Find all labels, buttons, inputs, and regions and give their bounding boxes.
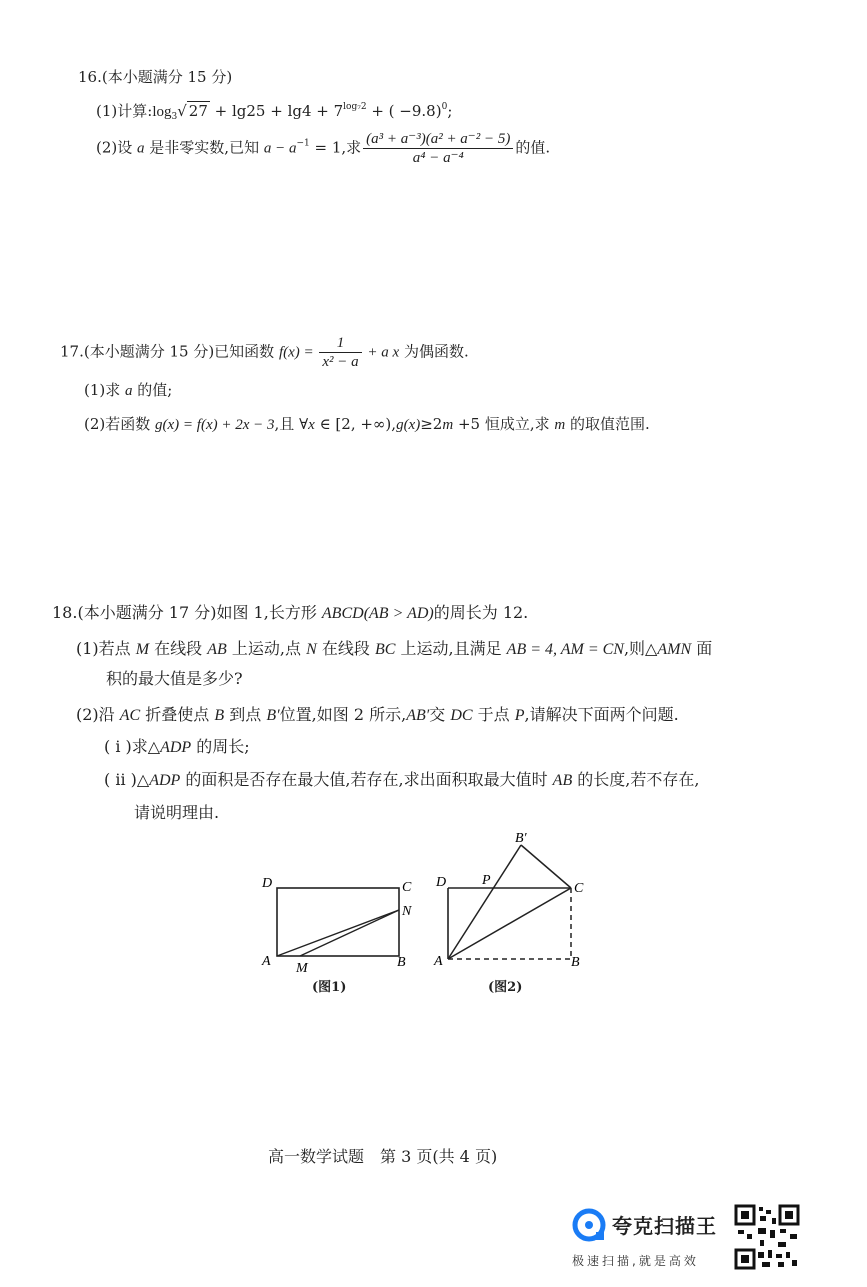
q17-x: x	[308, 417, 315, 433]
figure1-label-M: M	[296, 961, 308, 976]
q18-header-tail: 的周长为 12.	[433, 603, 529, 622]
q16-cond-end: = 1,求	[309, 138, 362, 157]
q18-sub2-text1: 的面积是否存在最大值,若存在,求出面积取最大值时	[180, 770, 553, 789]
q17-part2-text5: 的取值范围.	[565, 415, 650, 433]
q16-frac-num: (a³ + a⁻³)(a² + a⁻² − 5)	[363, 130, 513, 149]
q18-p1-M: M	[135, 641, 150, 658]
q16-fraction	[363, 130, 513, 167]
q18-sub2-line2: 请说明理由.	[134, 803, 220, 822]
q18-part1-line2: 积的最大值是多少?	[106, 669, 243, 688]
figure2-label-P: P	[482, 873, 491, 888]
q18-p1-a: (1)若点	[76, 639, 136, 658]
q18-p2-f: 于点	[472, 705, 515, 724]
q18-rect: ABCD	[321, 605, 364, 622]
q17-m2: m	[554, 417, 566, 433]
q18-p2-P: P	[514, 707, 525, 724]
q18-sub1	[104, 734, 250, 757]
q18-sub1-text: 的周长;	[191, 737, 250, 756]
figure1-caption: (图1)	[312, 980, 347, 995]
q16-part1-tail-sup: 0	[441, 102, 448, 112]
q16-sqrt-value: 27	[188, 102, 208, 120]
q18-p1-c: 上运动,点	[226, 639, 307, 658]
q16-part2-text1: 是非零实数,已知	[144, 138, 264, 157]
q16-part1-rest: + lg25 + lg4 + 7	[209, 102, 344, 120]
q17-part2-text1: ,且 ∀	[274, 415, 309, 433]
figure1-label-B: B	[397, 955, 406, 970]
q18-p1-AB: AB	[207, 641, 227, 658]
page-footer: 高一数学试题 第 3 页(共 4 页)	[268, 1147, 498, 1166]
q16-sqrt-sign: √	[177, 102, 187, 120]
q16-log-base: 3	[171, 112, 178, 122]
q18-sub2-label: ( ⅱ )△	[104, 770, 150, 789]
q17-gx: g(x) = f(x) + 2x − 3	[155, 417, 275, 433]
q18-p1-f: ,则△	[623, 639, 658, 658]
q16-header: 16.(本小题满分 15 分)	[78, 68, 233, 86]
figure1-label-C: C	[402, 880, 412, 895]
q17-m: m	[442, 417, 454, 433]
q17-header	[60, 334, 469, 371]
figure2-label-A: A	[434, 954, 443, 969]
q18-p2-B2: B′	[266, 707, 280, 724]
q18-header	[52, 600, 528, 623]
q16-part2-end: 的值.	[515, 138, 551, 157]
q16-a: a	[137, 140, 145, 157]
figure2-label-B-prime: B′	[515, 831, 527, 846]
q18-p2-e: 交	[429, 705, 451, 724]
q18-part1-line1	[76, 636, 712, 659]
q17-part1-text: 的值;	[132, 381, 173, 399]
figure2-line-B-prime-C	[521, 845, 571, 888]
q18-sub2-text2: 的长度,若不存在,	[572, 770, 700, 789]
q17-part1-label: (1)求	[84, 381, 126, 399]
figure1-label-D: D	[262, 876, 273, 891]
q18-p1-g: 面	[691, 639, 713, 658]
figure1-label-A: A	[262, 954, 271, 969]
figure2-label-B: B	[571, 955, 580, 970]
figure1-rectangle	[277, 888, 399, 956]
q18-p1-e: 上运动,且满足	[395, 639, 507, 658]
q16-part1-end: ;	[447, 102, 453, 120]
q17-fx: f(x) =	[278, 344, 318, 361]
qr-code-icon	[734, 1204, 800, 1270]
q18-p1-tri: AMN	[657, 641, 692, 658]
q18-p1-b: 在线段	[149, 639, 208, 658]
figure2-label-D: D	[436, 875, 447, 890]
q16-part1-sup: log₇2	[343, 102, 367, 112]
q17-part2-text2: ∈ [2, +∞),	[314, 415, 397, 433]
q16-cond: a − a	[263, 140, 297, 157]
q17-part2	[84, 413, 650, 434]
q18-sub2-line1	[104, 767, 699, 790]
q18-p2-b: 折叠使点	[140, 705, 215, 724]
q16-part1-label: (1)计算:	[96, 102, 153, 120]
q16-cond-sup: −1	[296, 138, 310, 149]
brand-subtitle: 极速扫描,就是高效	[572, 1254, 699, 1268]
q17-part1	[84, 379, 172, 400]
q18-p2-g: ,请解决下面两个问题.	[524, 705, 679, 724]
q17-part2-text3: ≥2	[420, 415, 443, 433]
q16-log: log	[152, 104, 172, 120]
q18-p1-BC: BC	[374, 641, 396, 658]
figure1-line-MN	[300, 910, 399, 956]
q18-sub1-tri: ADP	[160, 739, 192, 756]
q16-part1	[96, 100, 452, 121]
q18-p1-N: N	[306, 641, 317, 658]
figure2-line-AC	[448, 888, 571, 959]
q18-p1-d: 在线段	[316, 639, 375, 658]
figure2-caption: (图2)	[488, 980, 523, 995]
q18-p2-c: 到点	[224, 705, 267, 724]
q18-part2-line1	[76, 702, 679, 725]
brand-title: 夸克扫描王	[612, 1214, 717, 1238]
q17-gx2: g(x)	[396, 417, 421, 433]
figure2-diagram	[428, 828, 598, 973]
q18-sub2-tri: ADP	[149, 772, 181, 789]
q17-frac-den: x² − a	[322, 354, 359, 370]
figure2-label-C: C	[574, 881, 584, 896]
q18-p2-d: 位置,如图 2 所示,	[279, 705, 407, 724]
q18-p2-DC: DC	[450, 707, 473, 724]
q16-part1-tail: + ( −9.8)	[366, 102, 442, 120]
q18-p2-B: B	[214, 707, 225, 724]
q18-header-text: 18.(本小题满分 17 分)如图 1,长方形	[52, 603, 322, 622]
q17-part2-text4: +5 恒成立,求	[453, 415, 555, 433]
q18-sub2-AB: AB	[552, 772, 573, 789]
q17-after: + a x	[363, 344, 400, 361]
figure1-line-AN	[277, 910, 399, 956]
q18-p1-eq: AB = 4, AM = CN	[506, 641, 624, 658]
q16-part2-label: (2)设	[96, 138, 138, 157]
q18-p2-AB2: AB′	[406, 707, 430, 724]
q17-header-text: 17.(本小题满分 15 分)已知函数	[60, 342, 279, 361]
q16-part2	[96, 130, 550, 167]
q17-a: a	[125, 383, 133, 399]
q16-frac-den: a⁴ − a⁻⁴	[412, 150, 464, 166]
q17-tail: 为偶函数.	[399, 342, 469, 361]
q18-p2-AC: AC	[119, 707, 141, 724]
figure2-line-AB-prime	[448, 845, 521, 959]
q18-cond: (AB > AD)	[363, 605, 434, 622]
q17-frac-num: 1	[319, 334, 361, 353]
q18-sub1-label: ( ⅰ )求△	[104, 737, 161, 756]
q17-fraction	[319, 334, 361, 371]
q17-part2-label: (2)若函数	[84, 415, 156, 433]
q18-p2-a: (2)沿	[76, 705, 120, 724]
figure1-label-N: N	[402, 904, 412, 919]
brand-logo-icon	[572, 1208, 606, 1242]
